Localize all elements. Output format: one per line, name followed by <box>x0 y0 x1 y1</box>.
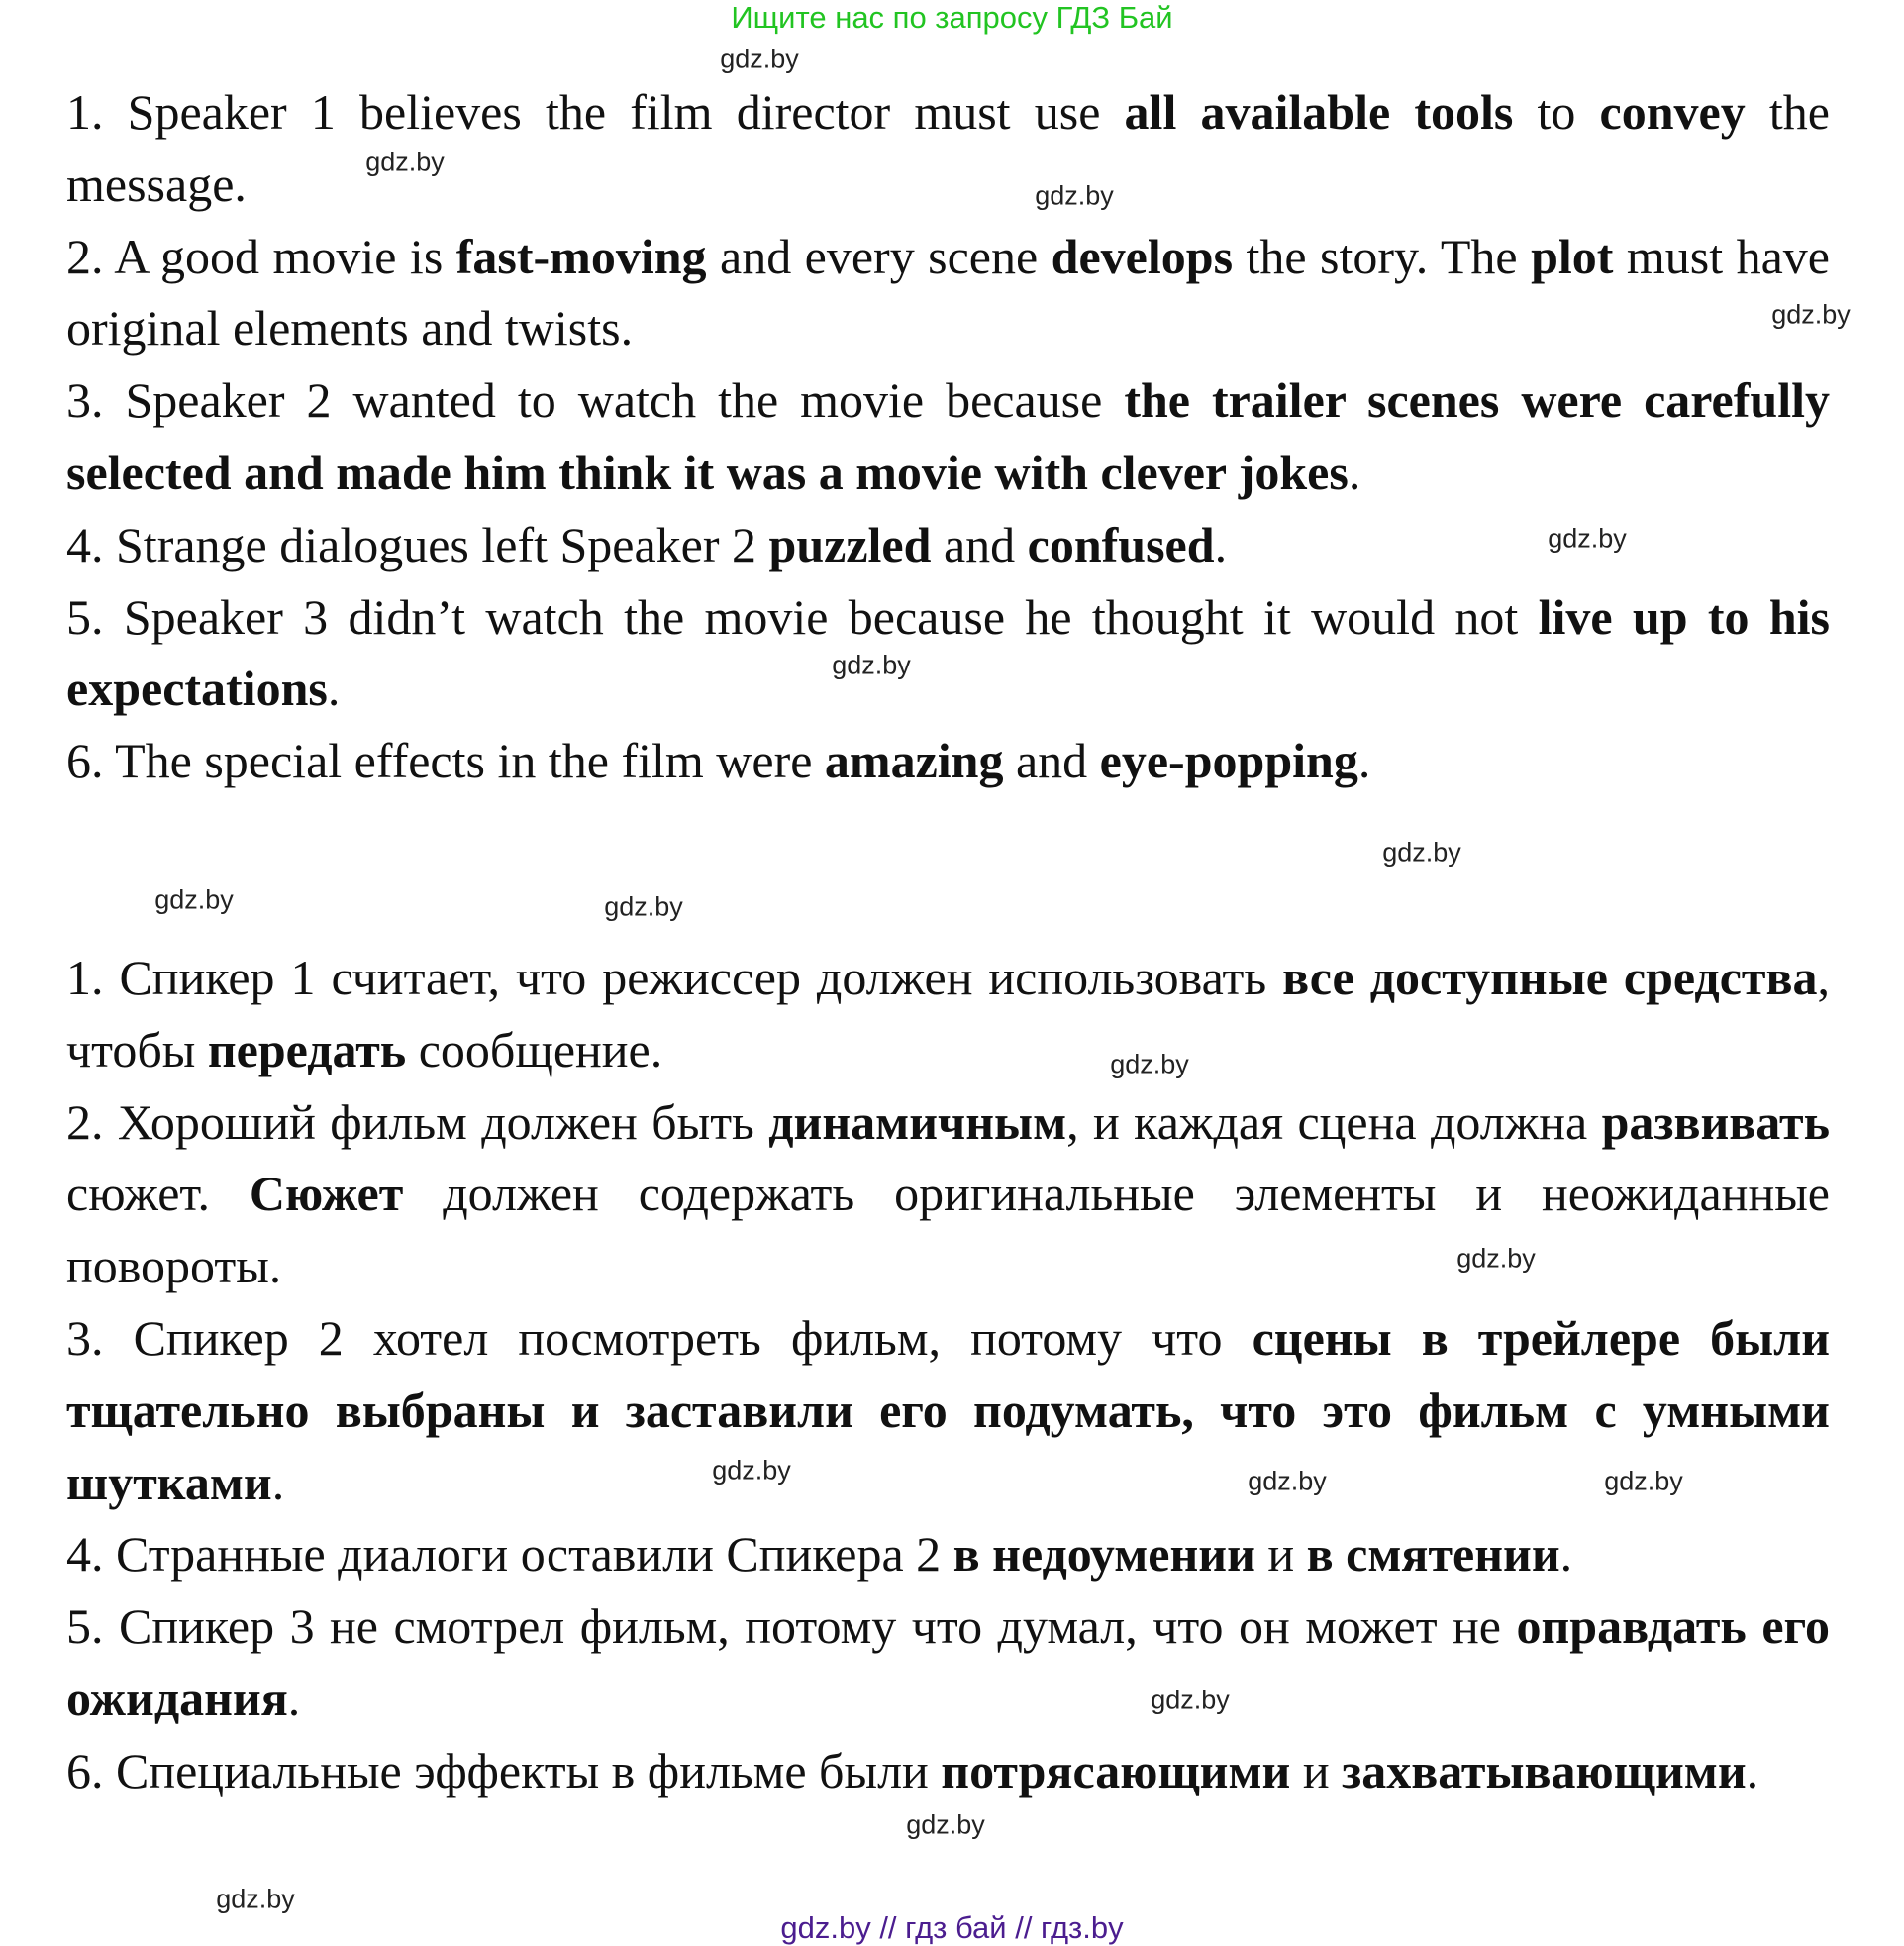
watermark: gdz.by <box>1110 1049 1189 1079</box>
search-banner: Ищите нас по запросу ГДЗ Бай <box>731 0 1173 35</box>
watermark: gdz.by <box>720 44 799 74</box>
highlighted-phrase: live up to his expectations <box>66 588 1830 717</box>
highlighted-phrase: сцены в трейлере были тщательно выбраны и заставили его подумать, что это фильм с умными шутками <box>66 1309 1830 1510</box>
answer-item <box>66 221 1830 365</box>
answer-item <box>66 725 1830 797</box>
highlighted-phrase: convey <box>1599 84 1746 140</box>
highlighted-phrase: plot <box>1531 228 1614 284</box>
highlighted-phrase: в недоумении <box>952 1526 1255 1583</box>
text-segment: . <box>1559 1526 1573 1583</box>
text-segment: must have original elements and twists. <box>66 228 1830 357</box>
highlighted-phrase: amazing <box>824 733 1004 789</box>
text-segment: . <box>271 1454 285 1510</box>
answer-item <box>66 1302 1830 1518</box>
text-segment: to <box>1513 84 1600 140</box>
text-segment: , чтобы <box>66 950 1830 1077</box>
text-segment: . <box>1214 516 1228 572</box>
highlighted-phrase: оправдать его ожидания <box>66 1598 1831 1726</box>
text-segment: 3. Спикер 2 хотел посмотреть фильм, потому что <box>66 1309 1253 1366</box>
text-segment: 4. Странные диалоги оставили Спикера 2 <box>66 1526 953 1583</box>
highlighted-phrase: динамичным <box>768 1093 1067 1150</box>
text-segment: and every scene <box>706 228 1052 284</box>
watermark: gdz.by <box>216 1884 295 1914</box>
footer-links: gdz.by // гдз бай // гдз.by <box>780 1910 1124 1945</box>
highlighted-phrase: fast-moving <box>455 228 707 284</box>
text-segment: сюжет. <box>66 1166 250 1222</box>
highlighted-phrase: all available tools <box>1124 84 1514 140</box>
highlighted-phrase: развивать <box>1601 1093 1831 1150</box>
highlighted-phrase: confused <box>1027 516 1215 572</box>
text-segment: . <box>1746 1742 1759 1798</box>
answer-item <box>66 1086 1830 1302</box>
answer-item <box>66 581 1830 726</box>
text-segment: , и каждая сцена должна <box>1066 1093 1602 1150</box>
text-segment: 2. Хороший фильм должен быть <box>66 1093 769 1150</box>
text-segment: the story. The <box>1233 228 1532 284</box>
highlighted-phrase: the trailer scenes were carefully selected and made him think it was a movie with clever jokes <box>66 372 1830 500</box>
highlighted-phrase: захватывающими <box>1342 1742 1747 1798</box>
text-segment: должен содержать оригинальные элементы и неожиданные повороты. <box>66 1166 1830 1294</box>
text-segment: 2. A good movie is <box>66 228 456 284</box>
text-segment: 1. Speaker 1 believes the film director must use <box>66 84 1125 140</box>
watermark: gdz.by <box>365 147 445 177</box>
watermark: gdz.by <box>832 650 911 680</box>
watermark: gdz.by <box>604 891 683 922</box>
text-segment: . <box>327 661 341 717</box>
watermark: gdz.by <box>1035 180 1114 211</box>
highlighted-phrase: develops <box>1051 228 1234 284</box>
highlighted-phrase: в смятении <box>1306 1526 1560 1583</box>
highlighted-phrase: Сюжет <box>249 1166 404 1222</box>
answer-item <box>66 1518 1830 1590</box>
text-segment: . <box>287 1670 301 1726</box>
text-segment: and <box>931 516 1028 572</box>
text-segment: 3. Speaker 2 wanted to watch the movie because <box>66 372 1125 429</box>
watermark: gdz.by <box>154 884 234 915</box>
watermark: gdz.by <box>1456 1243 1536 1274</box>
text-segment: . <box>1357 733 1371 789</box>
watermark: gdz.by <box>1382 837 1461 868</box>
text-segment: . <box>1348 444 1361 500</box>
text-segment: и <box>1254 1526 1307 1583</box>
answer-item <box>66 942 1830 1086</box>
answer-item <box>66 1735 1830 1807</box>
russian-translation <box>66 942 1830 1807</box>
answer-item <box>66 76 1830 221</box>
highlighted-phrase: потрясающими <box>941 1742 1291 1798</box>
text-segment: and <box>1003 733 1100 789</box>
watermark: gdz.by <box>1604 1466 1683 1496</box>
watermark: gdz.by <box>906 1809 985 1840</box>
english-answers <box>66 76 1830 797</box>
text-segment: 5. Speaker 3 didn’t watch the movie because he thought it would not <box>66 588 1539 645</box>
watermark: gdz.by <box>1151 1685 1230 1715</box>
highlighted-phrase: все доступные средства <box>1282 950 1818 1005</box>
text-segment: 5. Спикер 3 не смотрел фильм, потому что думал, что он может не <box>66 1598 1517 1655</box>
text-segment: 6. Специальные эффекты в фильме были <box>66 1742 942 1798</box>
answer-item <box>66 1590 1830 1735</box>
text-segment: 4. Strange dialogues left Speaker 2 <box>66 516 769 572</box>
text-segment: и <box>1290 1742 1343 1798</box>
highlighted-phrase: puzzled <box>768 516 932 572</box>
text-segment: 6. The special effects in the film were <box>66 733 825 789</box>
text-segment: сообщение. <box>406 1021 663 1077</box>
answer-item <box>66 364 1830 509</box>
watermark: gdz.by <box>712 1455 791 1485</box>
watermark: gdz.by <box>1248 1466 1327 1496</box>
text-segment: 1. Спикер 1 считает, что режиссер должен использовать <box>66 950 1283 1005</box>
watermark: gdz.by <box>1548 523 1627 554</box>
highlighted-phrase: передать <box>207 1021 407 1077</box>
text-segment: the message. <box>66 84 1830 212</box>
watermark: gdz.by <box>1771 299 1851 330</box>
highlighted-phrase: eye-popping <box>1099 733 1358 789</box>
